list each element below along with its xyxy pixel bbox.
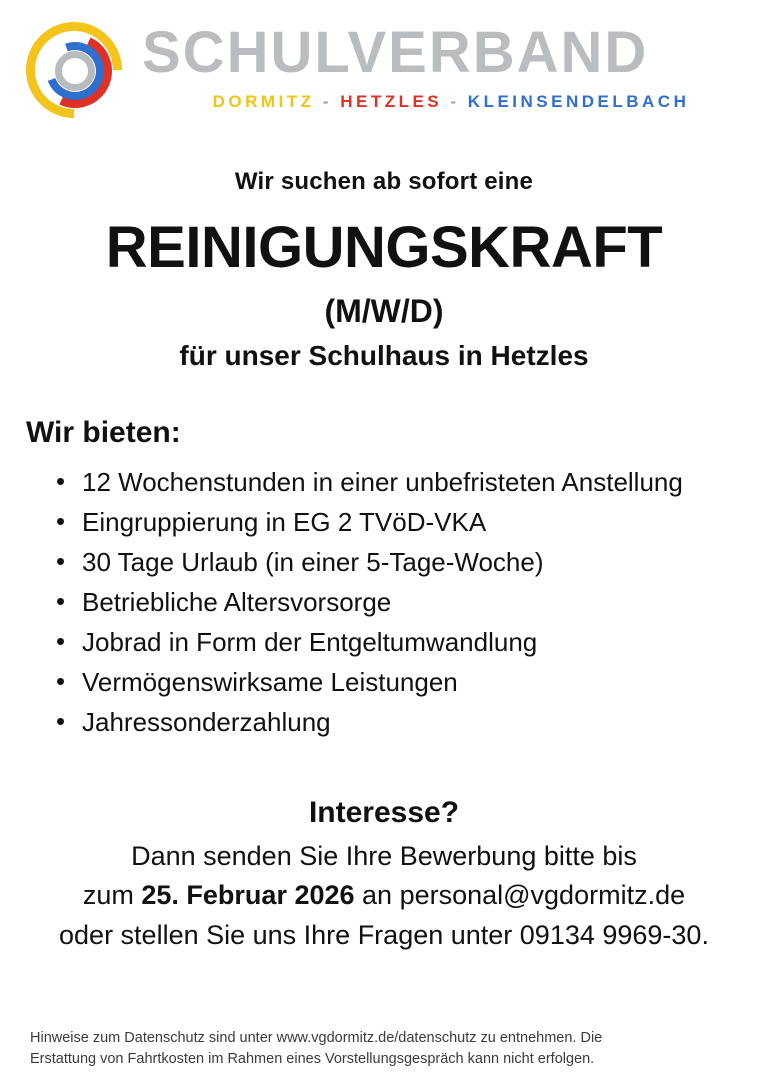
interest-section: [0, 796, 768, 954]
logo-arc-grey: [55, 51, 95, 91]
schulverband-logo-icon: [24, 18, 142, 122]
logo-wordmark: [142, 18, 754, 112]
offer-section: [0, 416, 768, 742]
deadline-date: 25. Februar 2026: [141, 880, 355, 911]
logo-title: SCHULVERBAND: [142, 20, 649, 85]
contact-phone-line: oder stellen Sie uns Ihre Fragen unter 09134 9969-30.: [59, 919, 709, 950]
interest-heading: Interesse?: [308, 796, 460, 830]
list-item-label: • Eingruppierung in EG 2 TVöD-VKA: [82, 506, 487, 537]
logo-sub-separator-1: -: [322, 92, 332, 111]
list-item-label: • Betriebliche Altersvorsorge: [82, 586, 392, 617]
footer-note: [0, 1028, 768, 1070]
logo-sub-separator-2: -: [450, 92, 460, 111]
list-item-label: • 12 Wochenstunden in einer unbefristeten Anstellung: [82, 466, 683, 497]
logo-header: [0, 0, 768, 122]
list-item: [56, 582, 742, 622]
location-line: für unser Schulhaus in Hetzles: [179, 339, 589, 371]
logo-subtitle: [142, 92, 754, 112]
offer-heading: Wir bieten:: [26, 415, 181, 449]
headline-block: [0, 168, 768, 372]
footer-line-1: Hinweise zum Datenschutz sind unter www.vgdormitz.de/datenschutz zu entnehmen. Die: [30, 1029, 603, 1046]
page-title: REINIGUNGSKRAFT: [105, 215, 663, 280]
list-item-label: • Jahressonderzahlung: [82, 707, 331, 738]
list-item: [56, 702, 742, 742]
list-item: [56, 542, 742, 582]
application-deadline-line: [0, 877, 768, 914]
contact-email: an personal@vgdormitz.de: [354, 880, 686, 911]
gender-marker: (M/W/D): [324, 292, 444, 329]
logo-sub-dormitz: DORMITZ: [212, 92, 315, 111]
logo-sub-hetzles: HETZLES: [340, 92, 443, 111]
kicker-text: Wir suchen ab sofort eine: [234, 168, 534, 195]
application-instruction-line: Dann senden Sie Ihre Bewerbung bitte bis: [131, 841, 637, 872]
list-item-label: • Vermögenswirksame Leistungen: [82, 667, 458, 698]
list-item-label: • Jobrad in Form der Entgeltumwandlung: [82, 627, 538, 658]
list-item: [56, 662, 742, 702]
list-item-label: • 30 Tage Urlaub (in einer 5-Tage-Woche): [82, 546, 544, 577]
list-item: [56, 622, 742, 662]
offer-list: [26, 462, 742, 742]
list-item: [56, 502, 742, 542]
list-item: [56, 462, 742, 502]
deadline-prefix: zum: [82, 880, 142, 911]
logo-sub-kleinsendelbach: KLEINSENDELBACH: [467, 92, 690, 111]
footer-line-2: Erstattung von Fahrtkosten im Rahmen eines Vorstellungsgespräch kann nicht erfolgen.: [30, 1050, 595, 1067]
